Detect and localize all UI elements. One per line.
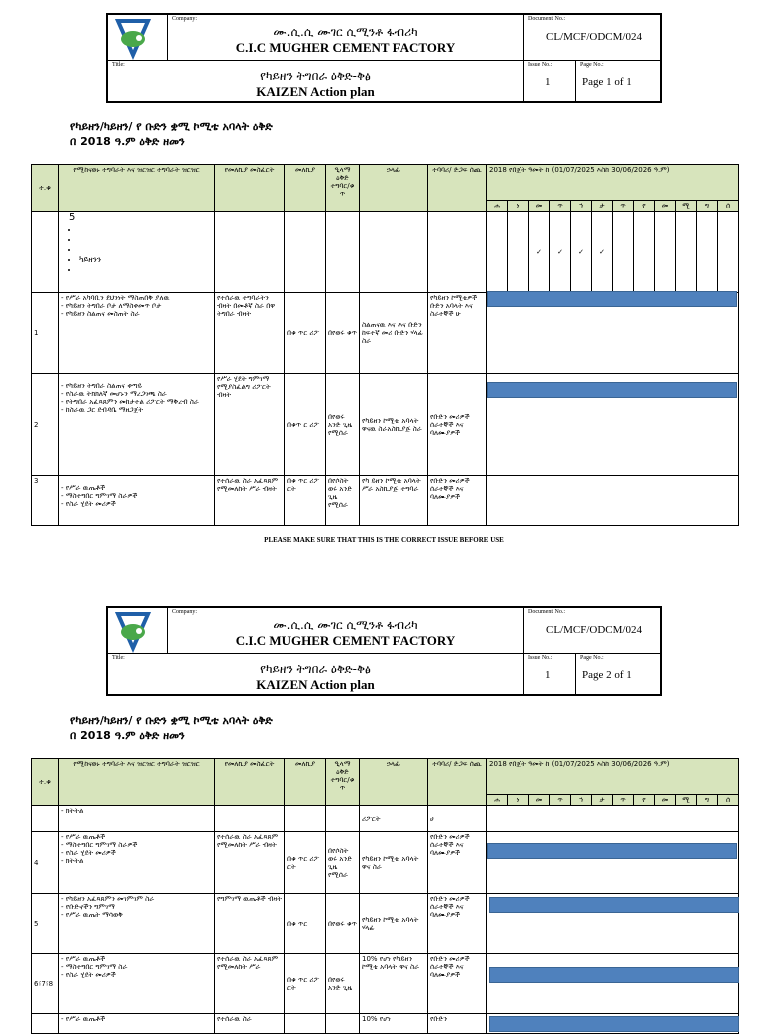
month-cell: የ [634, 795, 655, 806]
month-cell [718, 212, 739, 293]
table-row [32, 212, 739, 293]
support-cell [428, 212, 487, 293]
document-number-cell [524, 608, 660, 654]
company-english: C.I.C MUGHER CEMENT FACTORY [235, 633, 456, 648]
col-no: ተ.ቁ [32, 759, 59, 806]
title-label: Title: [112, 655, 125, 661]
pageno-label: Page No.: [580, 62, 604, 68]
list-item: - ማስተግበር ግምገማ ስራ [61, 963, 128, 971]
activity-cell [59, 954, 215, 1014]
month-cell: ሚ [676, 795, 697, 806]
title-amharic: የካይዘን ትግበራ ዕቅድ-ቅፅ [260, 69, 371, 83]
col-activity: የሚከናወኑ ተግባራት እና ዝርዝር ተግባራት ዝርዝር [59, 759, 215, 806]
target-cell: በየወሩ ቁጥ [326, 894, 360, 954]
measure-cell: የተሰራዉ ስራ [215, 1014, 285, 1034]
list-item: - የስራ ሂደት መሪዎች [61, 971, 116, 979]
document-number-cell [524, 15, 660, 61]
month-cell: ግ [697, 201, 718, 212]
docno-label: Document No.: [528, 16, 565, 22]
row-number: 5 [32, 894, 59, 954]
support-cell: የቡድን መሪዎች ሰራተኞች እና ባለሙያዎች [428, 374, 487, 476]
gantt-bar [489, 897, 739, 913]
col-no: ተ.ቁ [32, 165, 59, 212]
month-cell: ነ [508, 201, 529, 212]
title-english: KAIZEN Action plan [256, 84, 375, 99]
list-item: - ከስራዉ ጋር ደብዳቤ ማዘጋጀት [61, 406, 144, 414]
row-number [32, 212, 59, 293]
row-number: 6፣7፣8 [32, 954, 59, 1014]
table-row [32, 954, 739, 1014]
month-cell [508, 212, 529, 293]
company-logo [108, 15, 168, 61]
unit-cell: በቁ ጥር ሪፖ ርት [285, 954, 326, 1014]
company-amharic: ሙ.ሲ.ሲ ሙገር ሲሚንቶ ፋብሪካ [273, 618, 418, 632]
issue-cell [524, 654, 576, 694]
col-support: ተባባሪ/ ድጋፍ ሰጪ [428, 165, 487, 212]
row-number: 1 [32, 293, 59, 374]
month-cell: ጥ [550, 201, 571, 212]
col-responsible: ኃላፊ [360, 165, 428, 212]
plan-subtitle [70, 713, 273, 743]
resp-cell: የካይዘን ኮሚቴ አባላት ዋናዉ ስራአስኪያጅ ስራ [360, 374, 428, 476]
gantt-bar [487, 382, 737, 398]
activity-cell [59, 212, 215, 293]
measure-cell [215, 212, 285, 293]
issue-label: Issue No.: [528, 655, 553, 661]
month-cell [676, 212, 697, 293]
checkmark: ✓ [592, 212, 613, 293]
unit-cell [285, 212, 326, 293]
unit-cell [285, 806, 326, 832]
list-item: - የካይዘን ትግበራ ስልጠና ቀጣይ [61, 382, 142, 390]
list-item: - የሥራ ዉጤቶች [61, 833, 106, 841]
activity-cell [59, 476, 215, 526]
support-cell: የቡድን መሪዎች ሰራተኞች እና ባለሙያዎች [428, 954, 487, 1014]
support-cell: የካይዘን ኮሚቴዎች ቡድን አባላት እና ስራተኞች ሁ [428, 293, 487, 374]
footer-note: PLEASE MAKE SURE THAT THIS IS THE CORRECT ISSUE BEFORE USE [264, 536, 504, 544]
month-cell: ሰ [718, 795, 739, 806]
gantt-cell [487, 806, 739, 832]
page-number: Page 2 of 1 [582, 669, 632, 681]
table-row [32, 832, 739, 894]
list-item: - ክትትል [61, 857, 84, 865]
subtitle-line-1: የካይዘን/ካይዘን/ የ ቡድን ቋሚ ኮሚቴ አባላት ዕቅድ [70, 714, 273, 727]
document-header [106, 13, 662, 103]
month-cell: ጥ [613, 201, 634, 212]
list-item: - የካይዘን ትግበራ ቦታ ለማስቀመጥ ቦታ [61, 302, 162, 310]
title-english: KAIZEN Action plan [256, 677, 375, 692]
gantt-cell [487, 476, 739, 526]
issue-label: Issue No.: [528, 62, 553, 68]
support-cell: የቡድን [428, 1014, 487, 1034]
month-cell: ጥ [613, 795, 634, 806]
month-cell [655, 212, 676, 293]
list-item: - ክትትል [61, 807, 84, 815]
list-item: - የካይዘን አፈጻጸምን መገምገም ስራ [61, 895, 155, 903]
document-header [106, 606, 662, 696]
month-cell: ነ [508, 795, 529, 806]
row-number [32, 806, 59, 832]
measure-cell: የሥራ ሂደት ግምገማ የሚያስፈልግ ሪፖርት ብዛት [215, 374, 285, 476]
gantt-cell [487, 832, 739, 894]
page-number-cell [576, 61, 660, 101]
page-number-cell [576, 654, 660, 694]
docno-label: Document No.: [528, 609, 565, 615]
resp-cell: ስልጠናዉ እና እና ቡድን ከፍተኛ መሪ ቡድን ሃላፊ ስራ [360, 293, 428, 374]
document-number: CL/MCF/ODCM/024 [546, 31, 642, 43]
month-cell: ሰ [718, 201, 739, 212]
target-cell: በየወሩ አንድ ጊዜ [326, 954, 360, 1014]
list-item: - ማስተግበር ግምገማ ስራዎች [61, 841, 138, 849]
month-cell: መ [529, 795, 550, 806]
resp-cell: 10% የሆነ [360, 1014, 428, 1034]
col-support: ተባባሪ/ ድጋፍ ሰጪ [428, 759, 487, 806]
table-row [32, 476, 739, 526]
month-cell: ሚ [676, 201, 697, 212]
title-label: Title: [112, 62, 125, 68]
month-cell [487, 212, 508, 293]
month-cell [697, 212, 718, 293]
support-cell: የቡድን መሪዎች ሰራተኞች እና ባለሙያዎች [428, 832, 487, 894]
list-item [79, 225, 212, 235]
company-english: C.I.C MUGHER CEMENT FACTORY [235, 40, 456, 55]
list-item: - የሥራ ዉጤቶች [61, 484, 106, 492]
unit-cell: በቁ ጥር ሪፖ [285, 293, 326, 374]
table-row [32, 806, 739, 832]
col-measure: የመለኪያ መስፈርት [215, 759, 285, 806]
pageno-label: Page No.: [580, 655, 604, 661]
subtitle-line-1: የካይዘን/ካይዘን/ የ ቡድን ቋሚ ኮሚቴ አባላት ዕቅድ [70, 120, 273, 133]
gantt-bar [489, 967, 739, 983]
resp-cell: የካይዘን ኮሚቴ አባላት ሃላፊ [360, 894, 428, 954]
list-item: - የቡድኖችን ግምገማ [61, 903, 115, 911]
row-lead: 5 [69, 212, 76, 223]
checkmark: ✓ [529, 212, 550, 293]
resp-cell: ሪፖርት [360, 806, 428, 832]
unit-cell: በቁ ጥር ሪፖ ርት [285, 476, 326, 526]
col-measure: የመለኪያ መስፈርት [215, 165, 285, 212]
issue-cell [524, 61, 576, 101]
activity-cell [59, 374, 215, 476]
gantt-bar [489, 1016, 739, 1032]
col-activity: የሚከናወኑ ተግባራት እና ዝርዝር ተግባራት ዝርዝር [59, 165, 215, 212]
row-number: 3 [32, 476, 59, 526]
col-period: 2018 የበጀት ዓመት ከ (01/07/2025 እስከ 30/06/2026 ዓ.ም) [487, 165, 739, 201]
subtitle-line-2: በ 2018 ዓ.ም ዕቅድ ዘመን [70, 135, 185, 148]
list-item: - የሥራ ዉጤት ማሳወቅ [61, 911, 123, 919]
resp-cell: የካይዘን ኮሚቴ አባላት ዋና ስራ [360, 832, 428, 894]
plan-subtitle [70, 119, 273, 149]
title-cell [108, 654, 524, 694]
company-cell [168, 15, 524, 61]
company-logo [108, 608, 168, 654]
month-cell: ሐ [487, 795, 508, 806]
month-cell: ታ [592, 795, 613, 806]
target-cell [326, 806, 360, 832]
checkmark: ✓ [550, 212, 571, 293]
target-cell: በየሶስት ወሩ አንድ ጊዜ የሚሰራ [326, 832, 360, 894]
issue-number: 1 [545, 76, 551, 88]
month-cell: ግ [697, 795, 718, 806]
target-cell: በየወሩ ቁጥ [326, 293, 360, 374]
col-target: ዒላማ ዕቅድ ተግባር/ቁ ጥ [326, 165, 360, 212]
activity-cell [59, 894, 215, 954]
activity-list [79, 225, 212, 275]
col-responsible: ኃላፊ [360, 759, 428, 806]
list-item: - የስራ ሂደት መሪዎች [61, 500, 116, 508]
support-cell: የቡድን መሪዎች ሰራተኞች እና ባለሙያዎች [428, 894, 487, 954]
target-cell: በየሶስት ወሩ አንድ ጊዜ የሚሰራ [326, 476, 360, 526]
month-cell [634, 212, 655, 293]
activity-cell [59, 806, 215, 832]
company-label: Company: [172, 16, 197, 22]
list-item: - የሥራ ዉጤቶች [61, 1015, 106, 1023]
activity-cell [59, 832, 215, 894]
list-item: - የስራዉ ትክክለኛ መሆኑን ማረጋገጫ ስራ [61, 390, 167, 398]
row-number: 4 [32, 832, 59, 894]
month-cell: ሐ [487, 201, 508, 212]
company-cell [168, 608, 524, 654]
activity-cell [59, 293, 215, 374]
measure-cell: የተሰራዉ ስራ አፈጻጸም የሚመለከት ሥራ ብዛት [215, 832, 285, 894]
list-item: - የስራ ሂደት መሪዎች [61, 849, 116, 857]
list-item [79, 265, 212, 275]
month-cell: መ [529, 201, 550, 212]
unit-cell: በቁ ጥር [285, 894, 326, 954]
measure-cell: የተሰራዉ ስራ አፈጻጸም የሚመለከት ሥራ ብዛት [215, 476, 285, 526]
list-item [79, 245, 212, 255]
month-cell: ታ [592, 201, 613, 212]
col-target: ዒላማ ዕቅድ ተግባር/ቁ ጥ [326, 759, 360, 806]
title-amharic: የካይዘን ትግበራ ዕቅድ-ቅፅ [260, 662, 371, 676]
list-item: - ማስተግበር ግምገማ ስራዎች [61, 492, 138, 500]
company-amharic: ሙ.ሲ.ሲ ሙገር ሲሚንቶ ፋብሪካ [273, 25, 418, 39]
gantt-bar [487, 843, 737, 859]
support-cell: የቡድን መሪዎች ሰራተኞች እና ባለሙያዎች [428, 476, 487, 526]
month-cell: ኅ [571, 795, 592, 806]
col-unit: መለኪያ [285, 759, 326, 806]
target-cell: በየወሩ አንድ ጊዜ የሚሰራ [326, 374, 360, 476]
unit-cell: በቁ ጥር ሪፖ ርት [285, 832, 326, 894]
title-cell [108, 61, 524, 101]
action-plan-table [31, 164, 739, 526]
measure-cell: የተሰራዉ ስራ አፈጻጸም የሚመለከት ሥራ [215, 954, 285, 1014]
list-item: - የሥራ አካባቢን ደህንነት ማስጠበቅ ያለዉ [61, 294, 170, 302]
col-unit: መለኪያ [285, 165, 326, 212]
list-item: - የካይዘን ስልጠና መስጠት ስራ [61, 310, 140, 318]
col-period: 2018 የበጀት ዓመት ከ (01/07/2025 እስከ 30/06/2026 ዓ.ም) [487, 759, 739, 795]
resp-cell: 10% የሆነ የካይዘን ኮሚቴ አባላት ዋና ስራ [360, 954, 428, 1014]
measure-cell: የግምገማ ዉጤቶች ብዛት [215, 894, 285, 954]
month-cell: መ [655, 201, 676, 212]
row-number: 2 [32, 374, 59, 476]
subtitle-line-2: በ 2018 ዓ.ም ዕቅድ ዘመን [70, 729, 185, 742]
checkmark: ✓ [571, 212, 592, 293]
month-cell: መ [655, 795, 676, 806]
target-cell [326, 212, 360, 293]
gantt-cell [487, 954, 739, 1014]
list-item: • ካይዘንን [79, 255, 212, 265]
resp-cell [360, 212, 428, 293]
list-item: - የሥራ ዉጤቶች [61, 955, 106, 963]
issue-number: 1 [545, 669, 551, 681]
list-item [79, 235, 212, 245]
month-cell: የ [634, 201, 655, 212]
month-cell [613, 212, 634, 293]
page-number: Page 1 of 1 [582, 76, 632, 88]
company-label: Company: [172, 609, 197, 615]
measure-cell: የተሰራዉ ተግባራትን ብዛት በመቶኛ ስራ በዋ ትግበራ ብዛት [215, 293, 285, 374]
document-number: CL/MCF/ODCM/024 [546, 624, 642, 636]
resp-cell: የካ ይዘን ኮሚቴ አባላት ሥራ አስኪያጅ ተግባራ [360, 476, 428, 526]
unit-cell: በቁጥ ር ሪፖ [285, 374, 326, 476]
support-cell: ሀ [428, 806, 487, 832]
month-cell: ጥ [550, 795, 571, 806]
month-cell: ኅ [571, 201, 592, 212]
gantt-bar [487, 291, 737, 307]
action-plan-table [31, 758, 739, 1034]
measure-cell [215, 806, 285, 832]
list-item: - የትግበራ አፈጻጸምን መከታተል ሪፖርት ማቅረብ ስራ [61, 398, 199, 406]
